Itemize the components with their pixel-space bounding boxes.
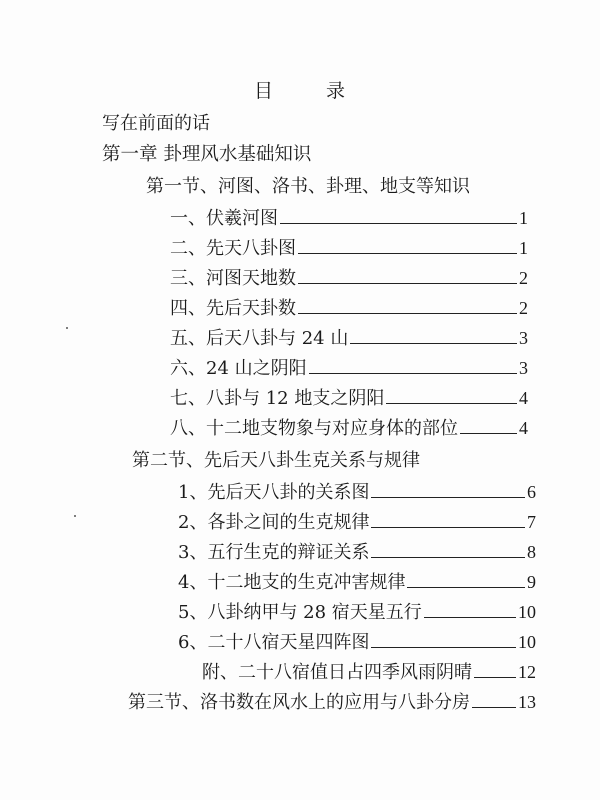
toc-entry: [170, 296, 528, 320]
toc-entry: [178, 630, 536, 654]
toc-entry-text: 6、二十八宿天星四阵图: [178, 632, 370, 653]
toc-preface-text: 写在前面的话: [102, 113, 210, 134]
toc-entry-page: 6: [527, 482, 536, 502]
toc-entry-text: 六、24 山之阴阳: [170, 358, 307, 379]
toc-section-1: [146, 175, 470, 199]
toc-leader-line: [472, 707, 516, 708]
toc-title-char-2: 录: [326, 80, 347, 102]
toc-entry-text: 5、八卦纳甲与 28 宿天星五行: [178, 602, 422, 623]
toc-leader-line: [460, 433, 517, 434]
toc-entry-page: 4: [519, 388, 528, 408]
toc-entry-text: 七、八卦与 12 地支之阴阳: [170, 388, 385, 409]
toc-entry-text: 五、后天八卦与 24 山: [170, 328, 349, 349]
toc-leader-line: [371, 557, 525, 558]
toc-appendix-text: 附、二十八宿值日占四季风雨阴晴: [202, 662, 472, 683]
toc-entry: [178, 480, 536, 504]
toc-appendix-page: 12: [518, 662, 536, 682]
toc-leader-line: [298, 313, 517, 314]
toc-entry: [178, 570, 536, 594]
toc-entry: [170, 356, 528, 380]
toc-leader-line: [371, 647, 516, 648]
toc-entry: [170, 266, 528, 290]
toc-entry-page: 10: [518, 602, 536, 622]
toc-entry-page: 1: [519, 208, 528, 228]
toc-entry-page: 4: [519, 418, 528, 438]
toc-leader-line: [350, 343, 517, 344]
toc-leader-line: [280, 223, 517, 224]
toc-entry-text: 四、先后天卦数: [170, 298, 296, 319]
toc-appendix: [202, 660, 536, 684]
toc-entry: [178, 540, 536, 564]
toc-leader-line: [474, 677, 516, 678]
toc-section-2: [132, 449, 420, 473]
toc-section-2-text: 第二节、先后天八卦生克关系与规律: [132, 450, 420, 471]
toc-section-3-page: 13: [518, 692, 536, 712]
toc-chapter-1: [102, 143, 311, 167]
toc-entry-page: 2: [519, 268, 528, 288]
toc-entry-page: 3: [519, 328, 528, 348]
toc-entry-text: 2、各卦之间的生克规律: [178, 512, 370, 533]
toc-leader-line: [298, 283, 517, 284]
toc-entry-text: 二、先天八卦图: [170, 238, 296, 259]
toc-entry-page: 9: [527, 572, 536, 592]
toc-entry: [170, 206, 528, 230]
toc-leader-line: [386, 403, 517, 404]
toc-leader-line: [424, 617, 516, 618]
toc-entry-text: 一、伏羲河图: [170, 208, 278, 229]
toc-entry: [170, 236, 528, 260]
toc-section-1-text: 第一节、河图、洛书、卦理、地支等知识: [146, 176, 470, 197]
toc-entry: [178, 600, 536, 624]
toc-preface: [102, 112, 210, 136]
toc-entry: [178, 510, 536, 534]
toc-chapter-1-text: 第一章 卦理风水基础知识: [102, 144, 312, 165]
toc-entry-text: 八、十二地支物象与对应身体的部位: [170, 418, 458, 439]
toc-entry: [170, 386, 528, 410]
scan-speck: [74, 515, 76, 517]
toc-entry-text: 三、河图天地数: [170, 268, 296, 289]
toc-leader-line: [309, 373, 517, 374]
toc-entry-page: 8: [527, 542, 536, 562]
toc-leader-line: [298, 253, 517, 254]
toc-title: [0, 76, 600, 104]
toc-entry: [170, 416, 528, 440]
toc-entry-text: 3、五行生克的辩证关系: [178, 542, 370, 563]
toc-leader-line: [371, 497, 525, 498]
toc-entry-page: 3: [519, 358, 528, 378]
toc-entry: [170, 326, 528, 350]
toc-section-3: [128, 690, 536, 714]
scan-speck: [66, 327, 68, 329]
toc-entry-page: 1: [519, 238, 528, 258]
toc-entry-page: 2: [519, 298, 528, 318]
toc-entry-text: 1、先后天八卦的关系图: [178, 482, 370, 503]
toc-entry-text: 4、十二地支的生克冲害规律: [178, 572, 406, 593]
toc-entry-page: 10: [518, 632, 536, 652]
toc-leader-line: [407, 587, 525, 588]
toc-section-3-text: 第三节、洛书数在风水上的应用与八卦分房: [128, 692, 470, 713]
toc-entry-page: 7: [527, 512, 536, 532]
toc-title-char-1: 目: [253, 80, 274, 102]
toc-leader-line: [371, 527, 525, 528]
